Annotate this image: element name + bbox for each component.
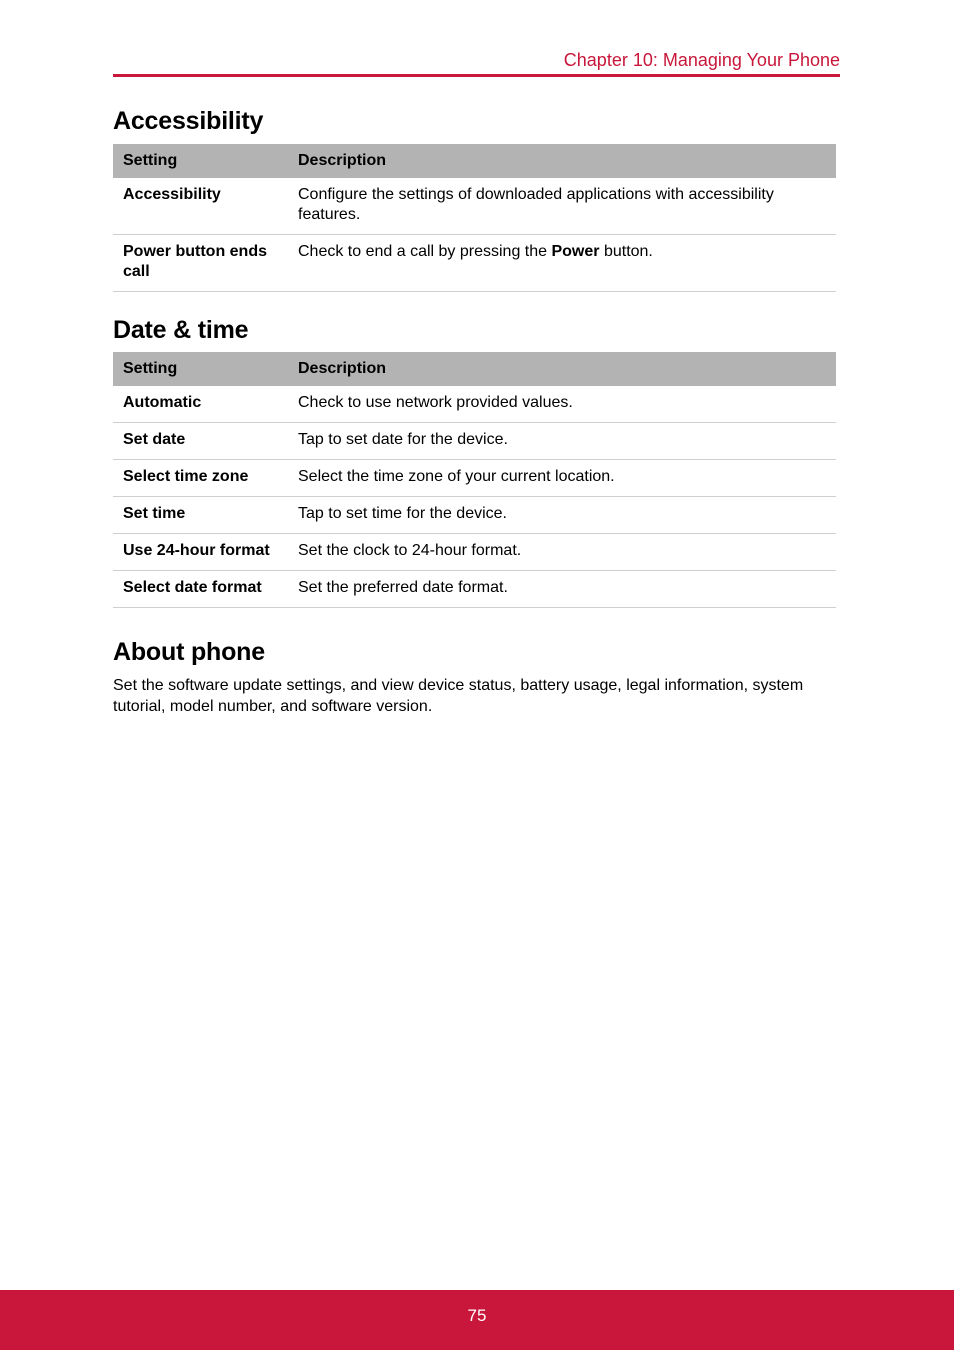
date-time-table (113, 352, 836, 608)
table-row (113, 178, 836, 235)
setting-name: Power button ends call (113, 235, 288, 292)
setting-description: Set the preferred date format. (288, 571, 836, 608)
setting-name: Select time zone (113, 460, 288, 497)
setting-description: Tap to set date for the device. (288, 423, 836, 460)
date-time-heading: Date & time (113, 316, 249, 344)
table-row (113, 497, 836, 534)
about-phone-heading: About phone (113, 638, 265, 666)
setting-name: Set date (113, 423, 288, 460)
setting-description (288, 235, 836, 292)
column-header-setting: Setting (113, 352, 288, 386)
column-header-description: Description (288, 352, 836, 386)
setting-description: Select the time zone of your current location. (288, 460, 836, 497)
setting-name: Automatic (113, 386, 288, 423)
setting-description: Tap to set time for the device. (288, 497, 836, 534)
table-row (113, 571, 836, 608)
page-footer (0, 1290, 954, 1350)
table-row (113, 386, 836, 423)
setting-name: Set time (113, 497, 288, 534)
description-text: Check to end a call by pressing the (298, 243, 552, 260)
setting-name: Select date format (113, 571, 288, 608)
table-row (113, 235, 836, 292)
accessibility-heading: Accessibility (113, 107, 264, 135)
accessibility-table (113, 144, 836, 292)
table-row (113, 534, 836, 571)
table-row (113, 423, 836, 460)
setting-name: Accessibility (113, 178, 288, 235)
table-header-row (113, 144, 836, 178)
description-text: button. (599, 243, 653, 260)
table-header-row (113, 352, 836, 386)
table-row (113, 460, 836, 497)
setting-description: Configure the settings of downloaded applications with accessibility features. (288, 178, 836, 235)
setting-description: Set the clock to 24-hour format. (288, 534, 836, 571)
column-header-setting: Setting (113, 144, 288, 178)
setting-name: Use 24-hour format (113, 534, 288, 571)
header-rule (113, 74, 840, 77)
description-bold-text: Power (551, 243, 600, 260)
setting-description: Check to use network provided values. (288, 386, 836, 423)
page-number: 75 (467, 1306, 487, 1325)
chapter-header: Chapter 10: Managing Your Phone (563, 50, 840, 70)
column-header-description: Description (288, 144, 836, 178)
about-phone-text: Set the software update settings, and view device status, battery usage, legal information, system tutorial, model number, and software version. (113, 677, 804, 715)
